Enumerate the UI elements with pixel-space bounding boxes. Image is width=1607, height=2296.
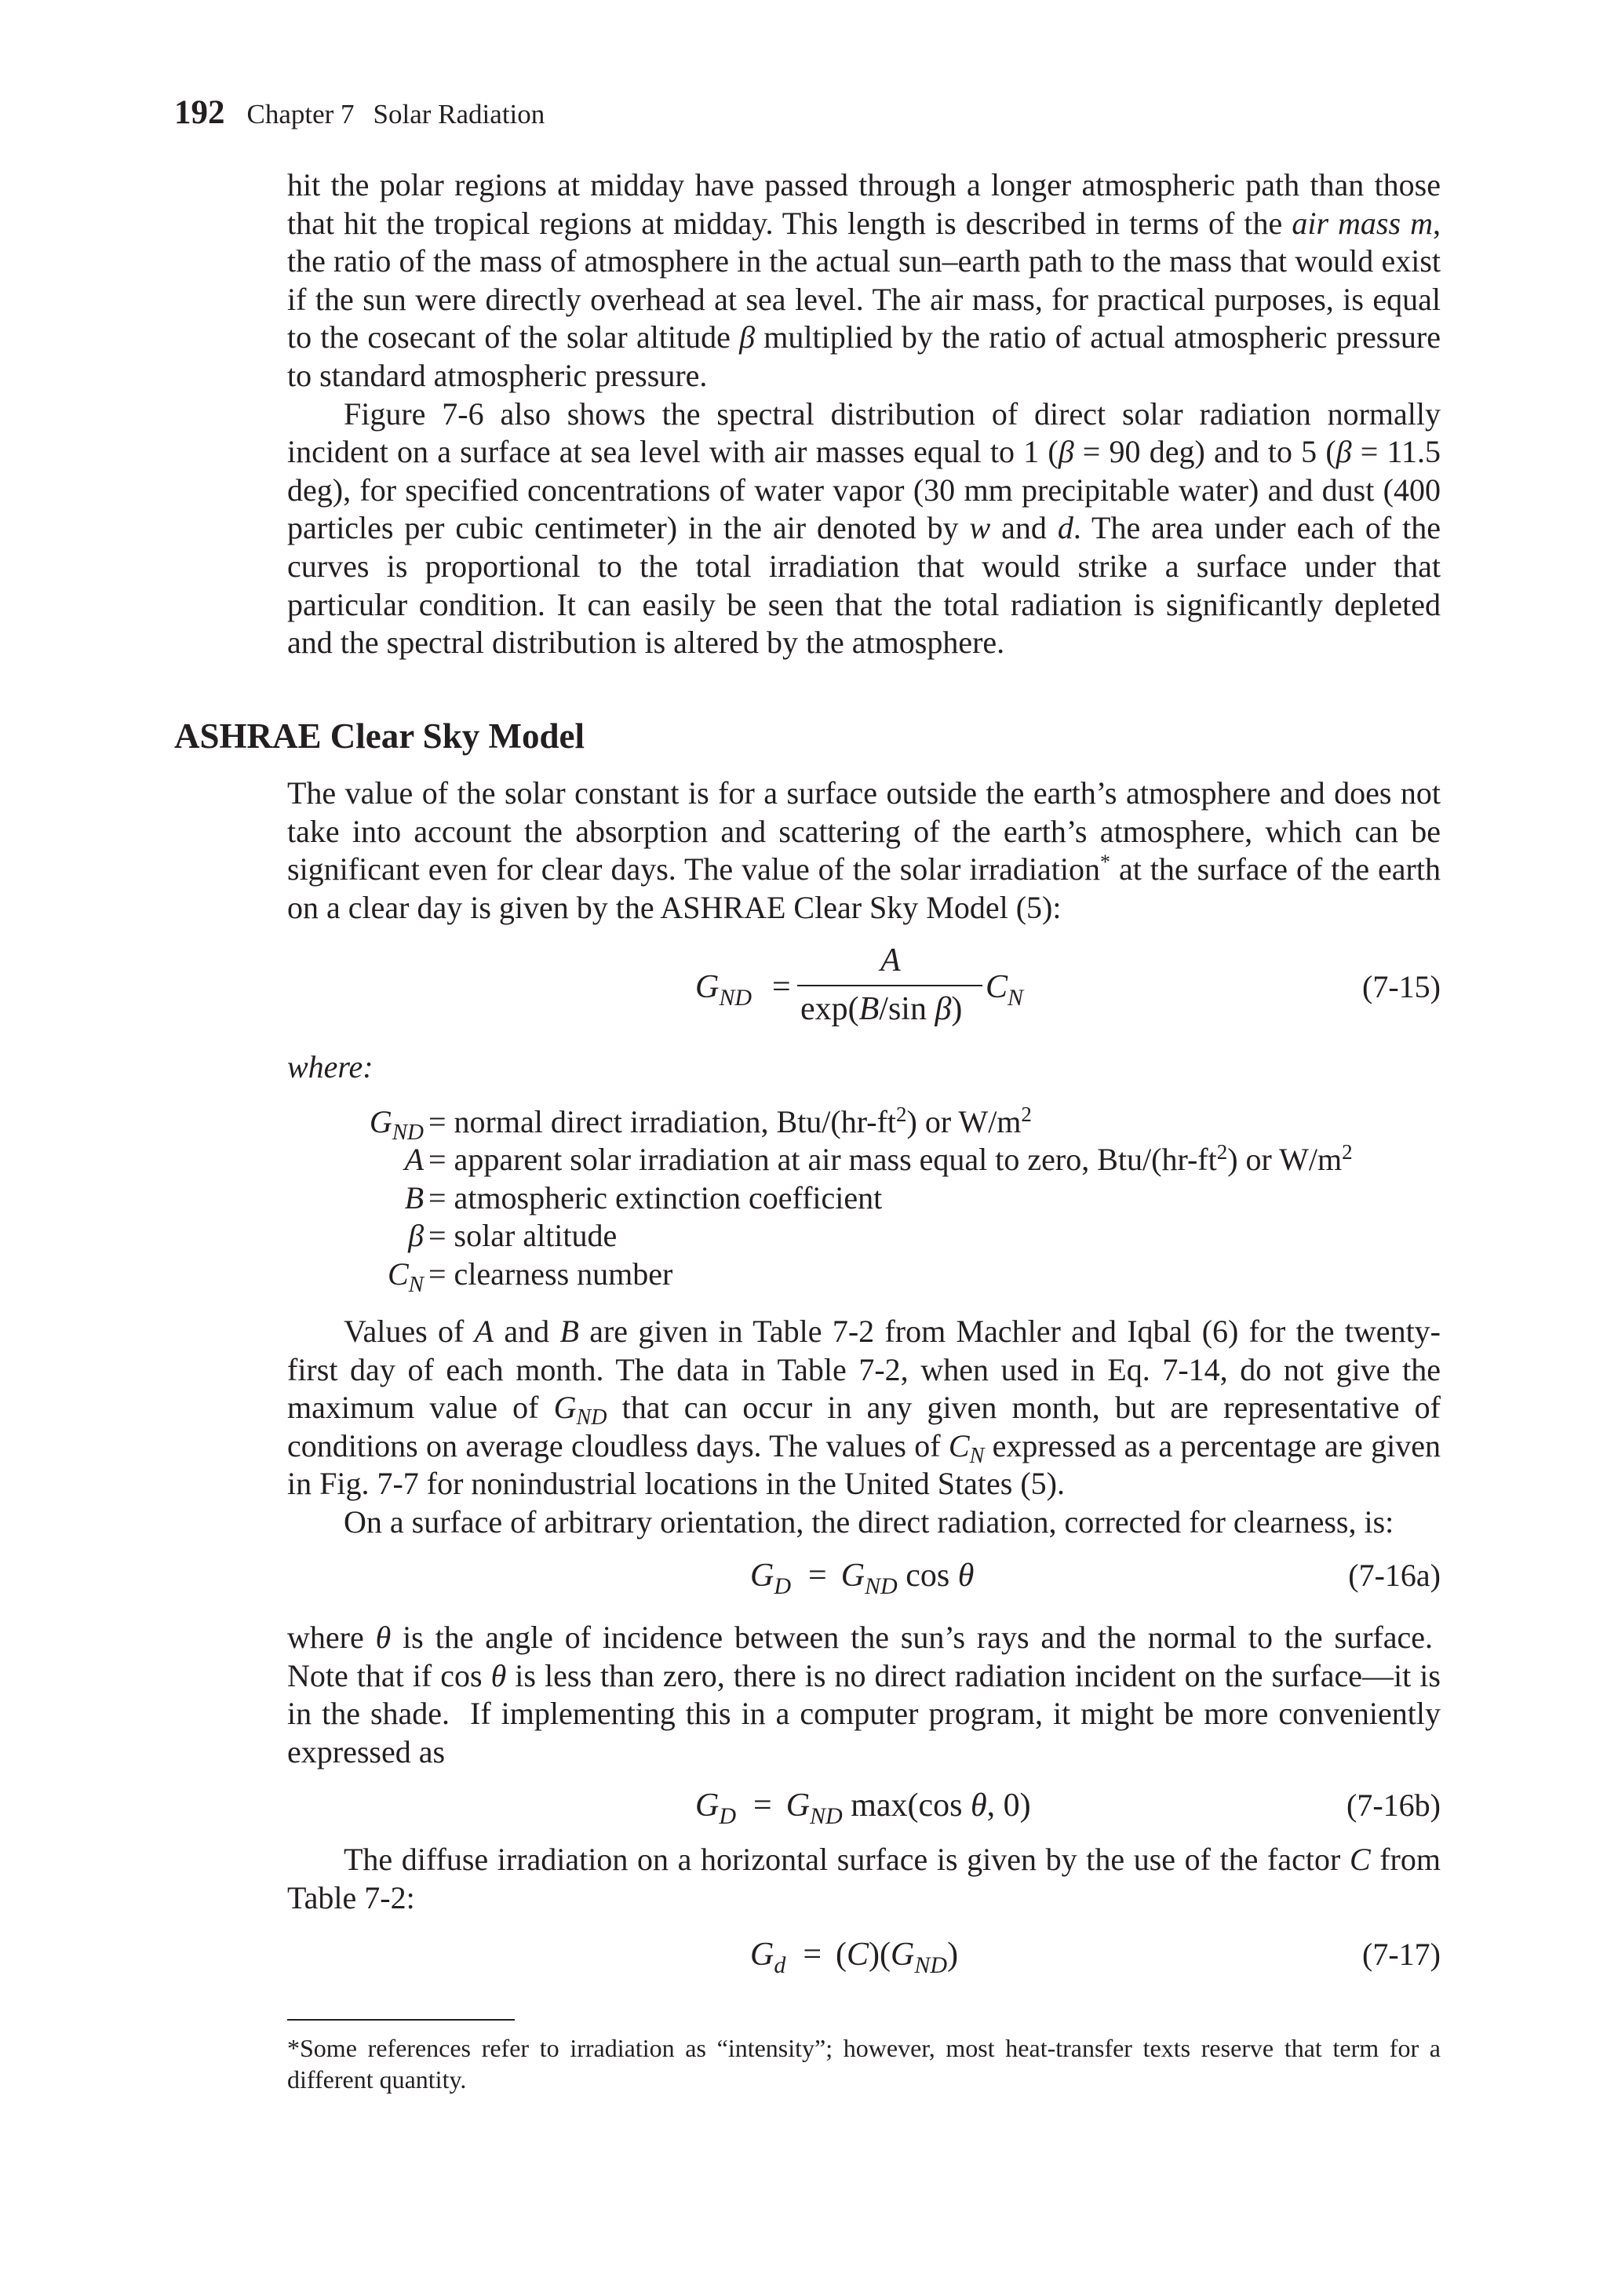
text-run: = atmospheric extinction coefficient	[428, 1179, 883, 1215]
text-run: max(cos	[842, 1788, 971, 1824]
text-run: where	[287, 1620, 376, 1655]
equals-sign: =	[772, 969, 791, 1005]
text-run: (	[836, 1937, 847, 1973]
subscript: d	[774, 1952, 786, 1978]
definition-symbol	[330, 1179, 428, 1217]
text-run: is less than zero, there is no direct radiation incident on the surface—it is in the shade. If implementing this in a computer program, it might be more conveniently expressed as	[287, 1657, 1441, 1769]
text-run: ) or W/m	[1227, 1142, 1343, 1178]
symbol-c: C	[1349, 1842, 1371, 1877]
definition-item	[330, 1179, 1353, 1217]
eq-7-16b-body	[695, 1787, 1031, 1829]
symbol-g: G	[840, 1558, 865, 1594]
symbol-g: G	[750, 1937, 774, 1973]
symbol: β	[408, 1218, 424, 1254]
eq-7-15-numerator: A	[880, 942, 901, 979]
equation-number: (7-17)	[1362, 1937, 1441, 1972]
equals-sign: =	[803, 1937, 822, 1973]
symbol-beta: β	[1336, 434, 1352, 470]
paragraph-spectral	[287, 395, 1441, 662]
running-head	[174, 89, 545, 138]
eq-7-15-lhs	[695, 968, 791, 1011]
symbol-g: G	[785, 1788, 811, 1824]
symbol-beta: β	[935, 991, 952, 1027]
text-run: at the surface of the earth on a clear day is given by the ASHRAE Clear Sky Model (5):	[287, 851, 1441, 925]
eq-7-16a-body	[750, 1557, 975, 1599]
fraction-bar	[797, 985, 982, 986]
symbol-b: B	[559, 1314, 579, 1349]
text-run: The diffuse irradiation on a horizontal surface is given by the use of the factor	[344, 1842, 1350, 1877]
text-run: multiplied by the ratio of actual atmospheric pressure to standard atmospheric pressure.	[287, 319, 1441, 393]
definition-item	[330, 1217, 1353, 1255]
superscript: 2	[1216, 1140, 1228, 1164]
paragraph-arbitrary-orientation: On a surface of arbitrary orientation, the direct radiation, corrected for clearness, is:	[344, 1503, 1394, 1540]
text-run: are given in Table 7-2 from Machler and Iqbal (6) for the twenty-first day of each month. The data in Table 7-2, when used in Eq. 7-14, do not give the maximum value of	[287, 1314, 1441, 1426]
subscript: N	[1008, 985, 1024, 1011]
text-run: and	[990, 510, 1058, 546]
body-text-4	[287, 1841, 1441, 1917]
definitions-list	[330, 1102, 1353, 1297]
definition-text	[428, 1217, 617, 1255]
text-run: )	[947, 1937, 959, 1973]
section-heading: ASHRAE Clear Sky Model	[174, 716, 585, 756]
text-run: and	[494, 1314, 560, 1349]
text-run: ) or W/m	[906, 1104, 1022, 1139]
symbol-w: w	[969, 510, 991, 546]
symbol-g: G	[750, 1558, 774, 1594]
definition-text	[428, 1103, 1032, 1141]
symbol-theta: θ	[490, 1657, 507, 1693]
symbol: G	[369, 1104, 392, 1139]
subscript: D	[719, 1803, 737, 1829]
text-run: expressed as a percentage are given in Fig. 7-7 for nonindustrial locations in the United States (5).	[287, 1427, 1441, 1502]
symbol-d: d	[1057, 510, 1073, 546]
text-run: is the angle of incidence between the sun’s rays and the normal to the surface. Note that if cos	[287, 1620, 1441, 1693]
subscript: ND	[810, 1803, 843, 1829]
intro-text	[287, 166, 1441, 662]
subscript: ND	[392, 1120, 424, 1145]
symbol-g: G	[891, 1937, 915, 1973]
body-text-2	[287, 1313, 1441, 1542]
text-run: from Table 7-2:	[287, 1842, 1441, 1915]
text-run: = 90 deg) and to 5 (	[1073, 434, 1336, 470]
text-run: cos	[897, 1558, 958, 1594]
symbol: C	[387, 1256, 409, 1292]
symbol-c: C	[948, 1427, 970, 1463]
definition-text	[428, 1179, 882, 1217]
subscript: N	[408, 1271, 424, 1297]
equation-number: (7-16a)	[1348, 1558, 1441, 1593]
definition-text	[428, 1256, 672, 1293]
symbol-g: G	[695, 1788, 720, 1824]
section-intro-text	[287, 774, 1441, 927]
symbol-g: G	[695, 969, 720, 1005]
symbol-g: G	[553, 1390, 577, 1426]
eq-7-15-factor	[986, 968, 1024, 1011]
symbol-c: C	[986, 969, 1008, 1005]
footnote-rule	[287, 2019, 515, 2021]
text-run: Figure 7-6 also shows the spectral distribution of direct solar radiation normally incident on a surface at sea level with air masses equal to 1 (	[287, 395, 1441, 470]
text-run: that can occur in any given month, but are representative of conditions on average cloudless days. The values of	[287, 1390, 1441, 1463]
eq-7-17-body	[750, 1936, 959, 1978]
where-label: where:	[287, 1049, 374, 1084]
paragraph-solar-constant	[287, 774, 1441, 927]
paragraph-values	[287, 1313, 1441, 1503]
definition-symbol	[330, 1217, 428, 1255]
text-run: . The area under each of the curves is proportional to the total irradiation that would strike a surface under that particular condition. It can easily be seen that the total radiation is significantly depleted and the spectral distribution is altered by the atmosphere.	[287, 510, 1441, 661]
text-run: = 11.5 deg), for specified concentrations of water vapor (30 mm precipitable water) and dust (400 particles per cubic centimeter) in the air denoted by	[287, 434, 1441, 546]
eq-7-15-denominator	[800, 990, 962, 1028]
page-number: 192	[174, 94, 225, 131]
superscript: 2	[1021, 1102, 1032, 1126]
text-run: hit the polar regions at midday have passed through a longer atmospheric path than those that hit the tropical regions at midday. This length is described in terms of the	[287, 167, 1441, 241]
text-run: The value of the solar constant is for a surface outside the earth’s atmosphere and does not take into account the absorption and scattering of the earth’s atmosphere, which can be significant even for clear days. The value of the solar irradiation	[287, 775, 1441, 887]
text-run: = normal direct irradiation, Btu/(hr-ft	[428, 1104, 897, 1139]
symbol-a: A	[474, 1314, 494, 1349]
paragraph-incidence	[287, 1619, 1441, 1771]
definition-item	[330, 1256, 1353, 1297]
definition-symbol	[330, 1103, 428, 1145]
symbol: B	[404, 1179, 424, 1215]
text-run: = apparent solar irradiation at air mass equal to zero, Btu/(hr-ft	[428, 1142, 1217, 1178]
chapter-label: Chapter 7	[246, 99, 355, 129]
subscript: N	[969, 1443, 985, 1468]
text-run: )	[951, 991, 963, 1027]
symbol-theta: θ	[957, 1558, 975, 1594]
superscript: 2	[896, 1102, 907, 1126]
footnote: *Some references refer to irradiation as “intensity”; however, most heat-transfer texts reserve that term for a different quantity.	[287, 2034, 1441, 2094]
text-run: = clearness number	[428, 1256, 673, 1292]
equation-number: (7-15)	[1362, 969, 1441, 1004]
subscript: ND	[576, 1405, 607, 1430]
symbol-theta: θ	[971, 1788, 987, 1824]
text-run: , 0)	[986, 1788, 1031, 1824]
paragraph-diffuse	[287, 1841, 1441, 1917]
text-run: /sin	[879, 991, 935, 1027]
definition-symbol	[330, 1256, 428, 1297]
text-run: )(	[869, 1937, 891, 1973]
definition-symbol	[330, 1141, 428, 1179]
subscript: ND	[914, 1952, 948, 1978]
text-run: Values of	[344, 1314, 475, 1349]
text-run: = solar altitude	[428, 1218, 618, 1254]
text-run: , the ratio of the mass of atmosphere in the actual sun–earth path to the mass that would exist if the sun were directly overhead at sea level. The air mass, for practical purposes, is equal to the cosecant of the solar altitude	[287, 205, 1441, 355]
footnote-marker: *	[1100, 851, 1111, 874]
equals-sign: =	[808, 1558, 827, 1594]
equals-sign: =	[753, 1788, 772, 1824]
definition-item	[330, 1102, 1353, 1145]
symbol-beta: β	[1058, 434, 1074, 470]
equation-number: (7-16b)	[1346, 1788, 1441, 1823]
symbol: A	[404, 1142, 424, 1178]
symbol-c: C	[847, 1937, 869, 1973]
symbol-beta: β	[739, 319, 756, 355]
subscript: D	[774, 1573, 792, 1599]
term-air-mass: air mass m	[1292, 205, 1433, 241]
paragraph-air-mass	[287, 166, 1441, 395]
definition-text	[428, 1141, 1353, 1179]
subscript: ND	[865, 1573, 898, 1599]
text-run: exp(	[800, 991, 859, 1027]
subscript: ND	[719, 985, 752, 1011]
superscript: 2	[1342, 1140, 1353, 1164]
body-text-3	[287, 1619, 1441, 1771]
chapter-title: Solar Radiation	[373, 99, 545, 129]
symbol-b: B	[858, 991, 880, 1027]
symbol-theta: θ	[375, 1620, 392, 1655]
definition-item	[330, 1141, 1353, 1179]
